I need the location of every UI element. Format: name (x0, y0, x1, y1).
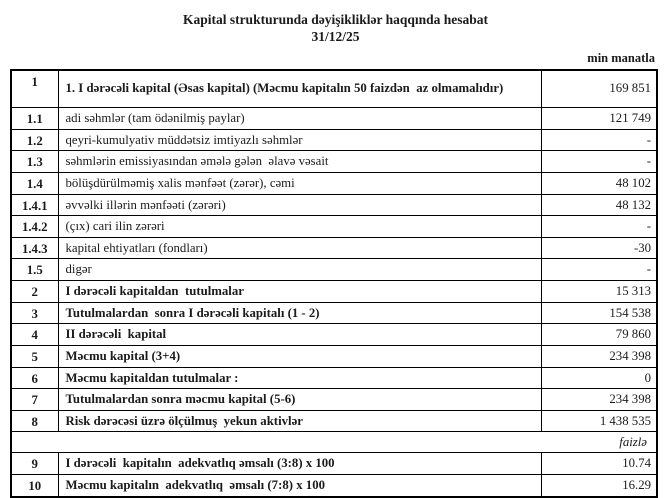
row-number-cell: 1.4.3 (11, 237, 58, 259)
row-label-cell: əvvəlki illərin mənfəəti (zərəri) (58, 194, 541, 216)
row-value-cell: 79 860 (541, 324, 657, 346)
row-number-cell: 1.3 (11, 151, 58, 173)
row-value-cell: 10.74 (541, 453, 657, 475)
row-label-cell: Məcmu kapital (3+4) (58, 345, 541, 367)
row-number-cell: 1.2 (11, 129, 58, 151)
row-number-cell: 1.1 (11, 108, 58, 130)
table-row (11, 345, 657, 367)
table-row (11, 194, 657, 216)
row-number-cell: 7 (11, 389, 58, 411)
table-row (11, 216, 657, 238)
row-label-cell: Məcmu kapitaldan tutulmalar : (58, 367, 541, 389)
row-value-cell: 234 398 (541, 345, 657, 367)
table-row (11, 172, 657, 194)
table-row (11, 237, 657, 259)
row-value-cell: 1 438 535 (541, 410, 657, 432)
row-number-cell: 2 (11, 281, 58, 303)
row-number-cell: 4 (11, 324, 58, 346)
row-value-cell: -30 (541, 237, 657, 259)
row-label-cell: adi səhmlər (tam ödənilmiş paylar) (58, 108, 541, 130)
row-number-cell: 1 (11, 70, 58, 108)
row-number-cell: 10 (11, 475, 58, 497)
row-value-cell: 0 (541, 367, 657, 389)
row-value-cell: - (541, 259, 657, 281)
table-row (11, 108, 657, 130)
row-label-cell: qeyri-kumulyativ müddətsiz imtiyazlı səhmlər (58, 129, 541, 151)
row-number-cell: 8 (11, 410, 58, 432)
row-value-cell: 16.29 (541, 475, 657, 497)
percent-unit-label: faizlə (11, 432, 657, 453)
table-row (11, 302, 657, 324)
row-value-cell: 154 538 (541, 302, 657, 324)
row-label-cell: II dərəcəli kapital (58, 324, 541, 346)
table-row (11, 129, 657, 151)
table-row (11, 410, 657, 432)
table-row (11, 453, 657, 475)
row-label-cell: Məcmu kapitalın adekvatlıq əmsalı (7:8) x 100 (58, 475, 541, 497)
row-label-cell: bölüşdürülməmiş xalis mənfəət (zərər), cəmi (58, 172, 541, 194)
row-value-cell: 48 132 (541, 194, 657, 216)
row-label-cell: Tutulmalardan sonra I dərəcəli kapitalı (1 - 2) (58, 302, 541, 324)
report-title: Kapital strukturunda dəyişikliklər haqqında hesabat (182, 12, 489, 27)
unit-label: min manatla (587, 50, 655, 65)
row-value-cell: 48 102 (541, 172, 657, 194)
table-row (11, 475, 657, 497)
row-number-cell: 9 (11, 453, 58, 475)
row-label-cell: digər (58, 259, 541, 281)
table-body (11, 70, 657, 497)
row-label-cell: Risk dərəcəsi üzrə ölçülmuş yekun aktivlər (58, 410, 541, 432)
report-date: 31/12/25 (311, 29, 360, 45)
row-label-cell: kapital ehtiyatları (fondları) (58, 237, 541, 259)
row-label-cell: 1. I dərəcəli kapital (Əsas kapital) (Məcmu kapitalın 50 faizdən az olmamalıdır) (58, 70, 541, 108)
row-number-cell: 1.4.2 (11, 216, 58, 238)
row-number-cell: 1.4 (11, 172, 58, 194)
row-label-cell: I dərəcəli kapitalın adekvatlıq əmsalı (3:8) x 100 (58, 453, 541, 475)
row-number-cell: 6 (11, 367, 58, 389)
table-row (11, 259, 657, 281)
row-label-cell: I dərəcəli kapitaldan tutulmalar (58, 281, 541, 303)
report-header (0, 0, 671, 46)
table-row (11, 151, 657, 173)
capital-structure-table (10, 69, 658, 498)
row-label-cell: (çıx) cari ilin zərəri (58, 216, 541, 238)
row-value-cell: - (541, 151, 657, 173)
table-row (11, 70, 657, 108)
row-label-cell: Tutulmalardan sonra məcmu kapital (5-6) (58, 389, 541, 411)
row-value-cell: 234 398 (541, 389, 657, 411)
table-row (11, 367, 657, 389)
row-value-cell: 169 851 (541, 70, 657, 108)
row-value-cell: 15 313 (541, 281, 657, 303)
row-label-cell: səhmlərin emissiyasından əmələ gələn əlavə vəsait (58, 151, 541, 173)
row-value-cell: 121 749 (541, 108, 657, 130)
row-number-cell: 1.4.1 (11, 194, 58, 216)
table-row (11, 389, 657, 411)
row-number-cell: 1.5 (11, 259, 58, 281)
row-value-cell: - (541, 129, 657, 151)
row-number-cell: 3 (11, 302, 58, 324)
row-value-cell: - (541, 216, 657, 238)
separator-row (11, 432, 657, 453)
table-row (11, 324, 657, 346)
row-number-cell: 5 (11, 345, 58, 367)
table-row (11, 281, 657, 303)
